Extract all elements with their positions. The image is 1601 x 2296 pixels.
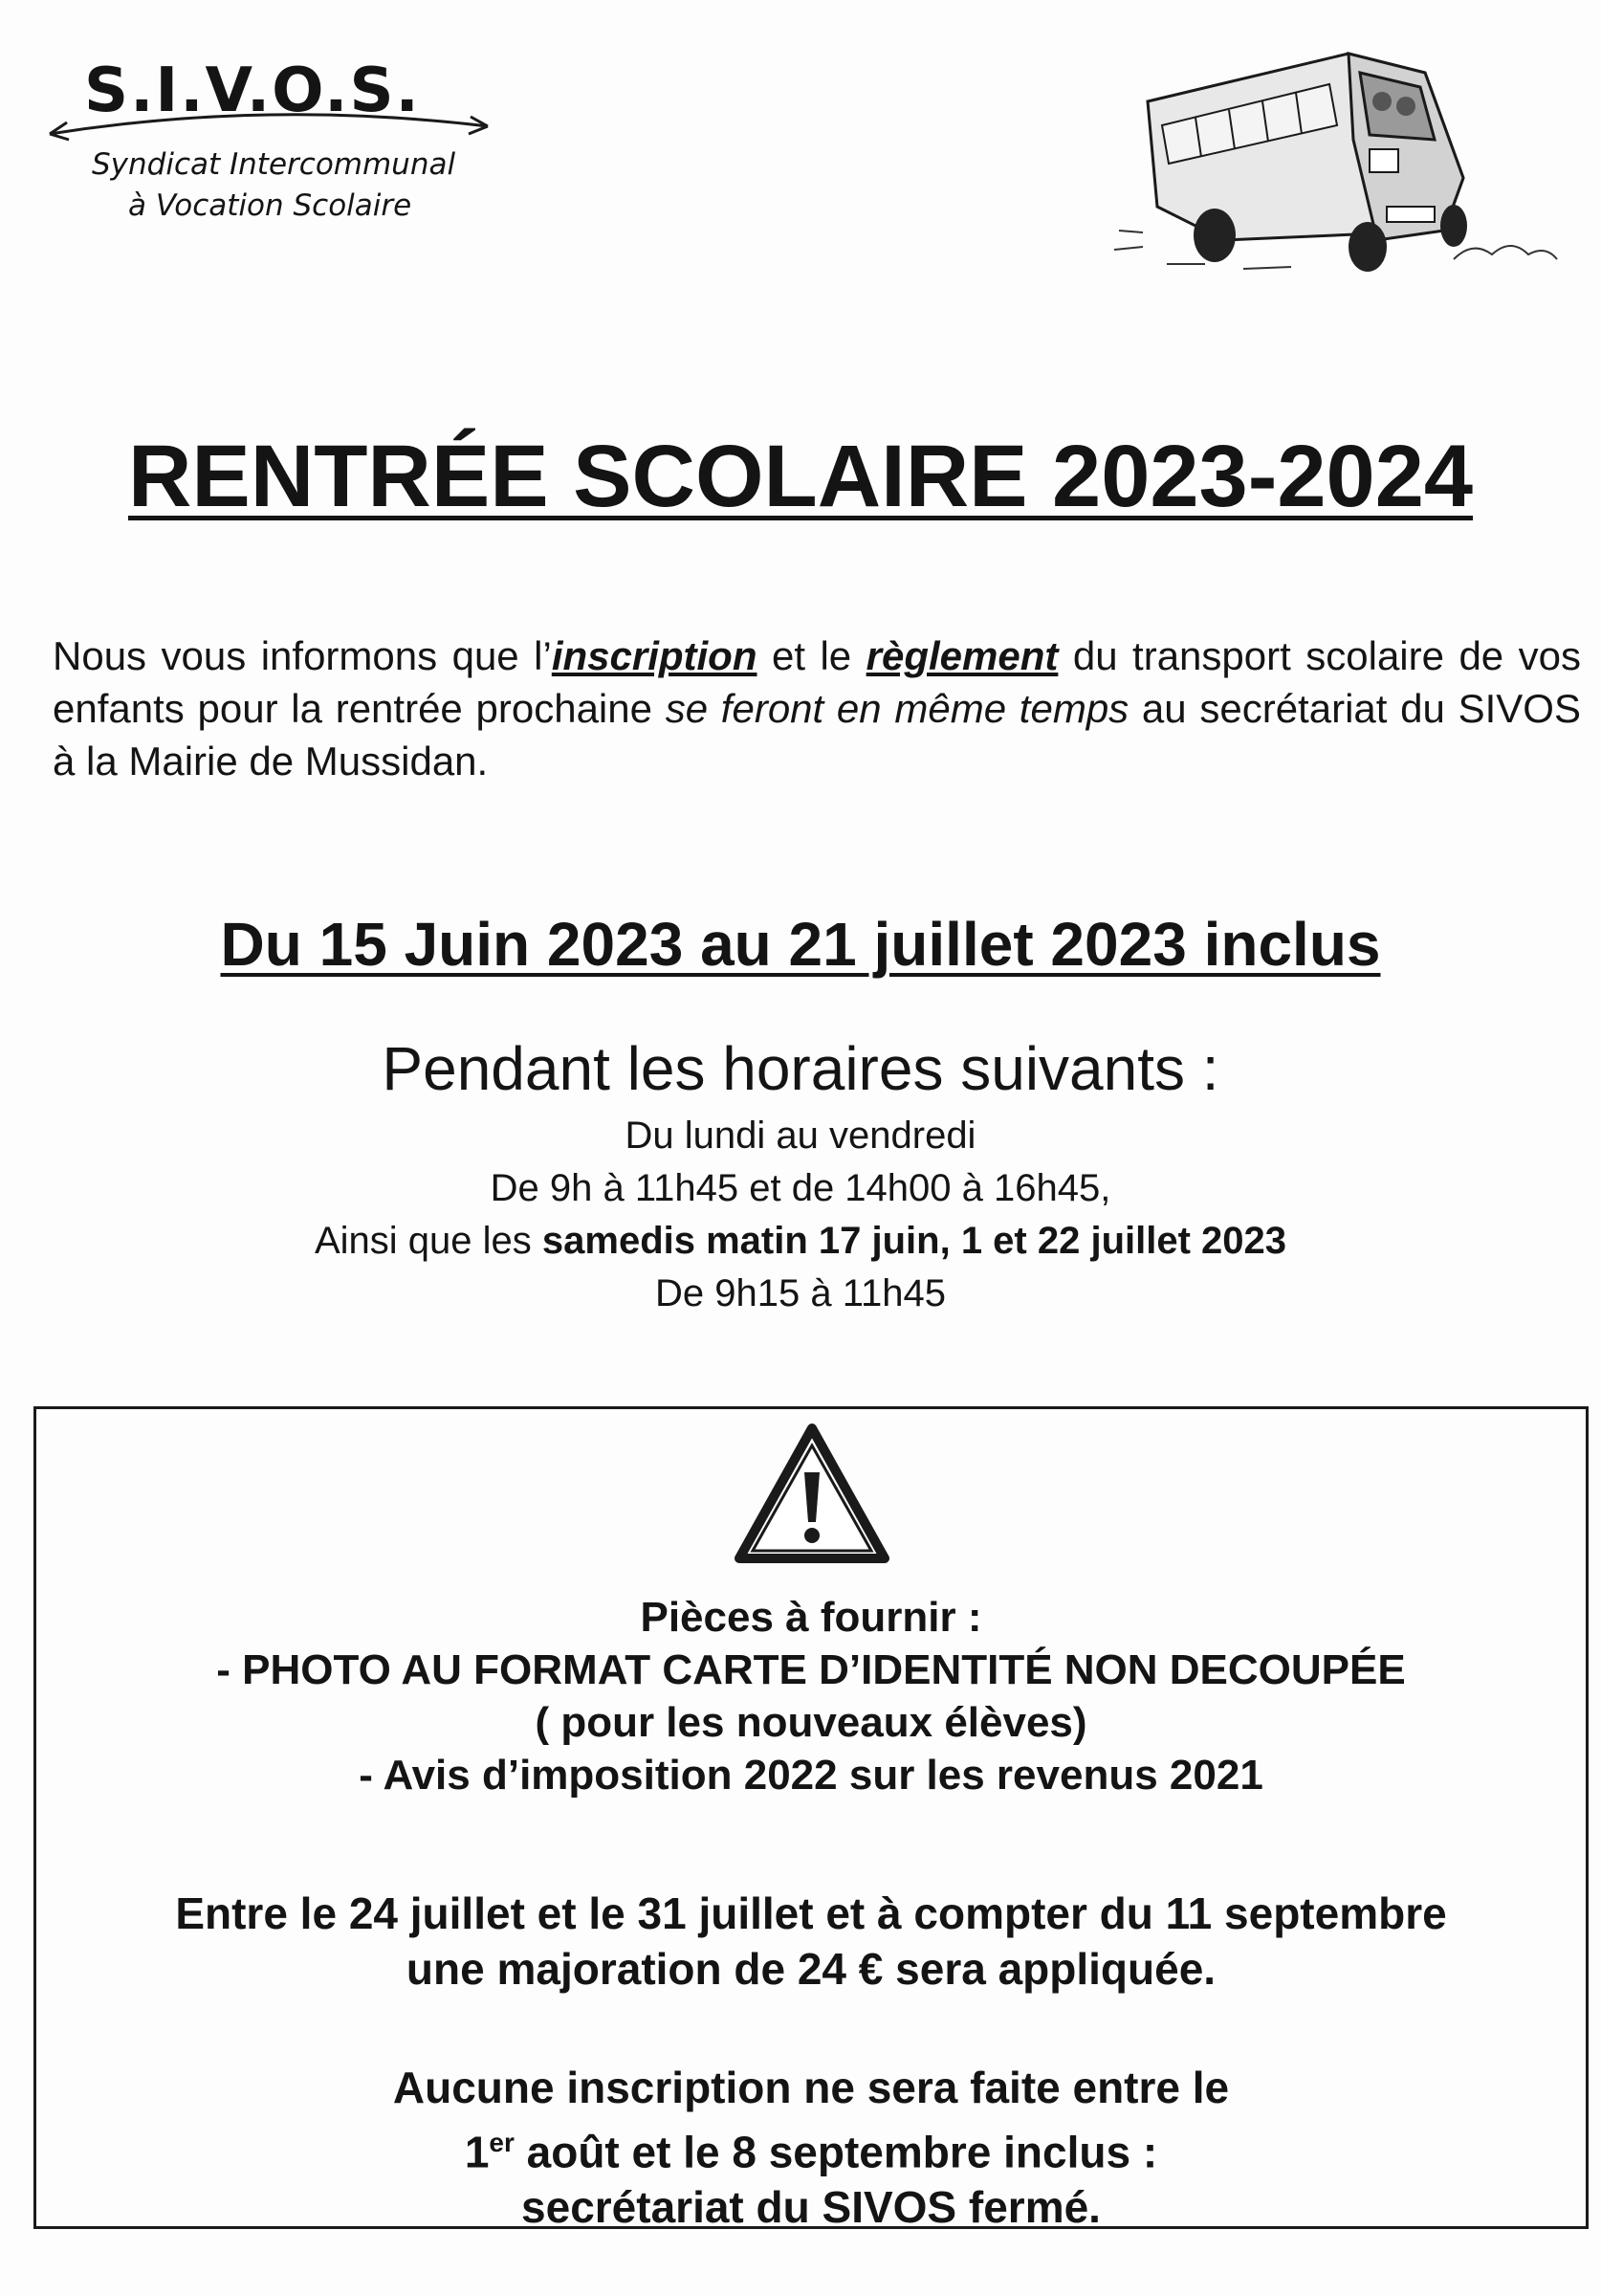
required-heading: Pièces à fournir : (640, 1594, 982, 1641)
warning-icon (734, 1423, 890, 1566)
inscription-emphasis: inscription (551, 633, 757, 678)
schedule-heading: Pendant les horaires suivants : (382, 1034, 1219, 1103)
required-item-photo: - PHOTO AU FORMAT CARTE D’IDENTITÉ NON DECOUPÉE (216, 1646, 1406, 1693)
same-time-emphasis: se feront en même temps (665, 686, 1129, 731)
logo-swoosh-arrow-icon (38, 96, 497, 153)
schedule-days: Du lundi au vendredi (625, 1115, 976, 1157)
required-item-tax: - Avis d’imposition 2022 sur les revenus 2021 (359, 1752, 1263, 1799)
required-item-photo-note: ( pour les nouveaux élèves) (535, 1699, 1087, 1746)
page-title: RENTRÉE SCOLAIRE 2023-2024 (127, 428, 1474, 525)
schedule-saturday-hours: De 9h15 à 11h45 (655, 1272, 946, 1314)
logo-line-2: à Vocation Scolaire (128, 188, 412, 223)
required-documents (36, 1591, 1586, 1801)
registration-dates: Du 15 Juin 2023 au 21 juillet 2023 inclus (220, 910, 1381, 979)
logo-line-1: Syndicat Intercommunal (92, 147, 456, 182)
schedule-saturday: Ainsi que les samedis matin 17 juin, 1 et 22 juillet 2023 (314, 1220, 1287, 1262)
logo-acronym: S.I.V.O.S. (84, 55, 421, 126)
school-bus-illustration (1109, 34, 1568, 293)
reglement-emphasis: règlement (866, 633, 1059, 678)
closure-notice: Aucune inscription ne sera faite entre le 1er août et le 8 septembre inclus : secrétariat du SIVOS fermé. (392, 2063, 1230, 2233)
notice-box (33, 1406, 1589, 2233)
intro-paragraph: Nous vous informons que l’inscription et le règlement du transport scolaire de vos enfants pour la rentrée prochaine se feront en même temps au secrétariat du SIVOS à la Mairie de Mussidan. (53, 633, 1581, 784)
schedule-details (0, 1110, 1601, 1320)
late-fee-notice: Entre le 24 juillet et le 31 juillet et à compter du 11 septembre une majoration de 24 € sera appliquée. (175, 1888, 1447, 1994)
schedule-hours: De 9h à 11h45 et de 14h00 à 16h45, (490, 1167, 1111, 1209)
sivos-logo (38, 38, 497, 239)
